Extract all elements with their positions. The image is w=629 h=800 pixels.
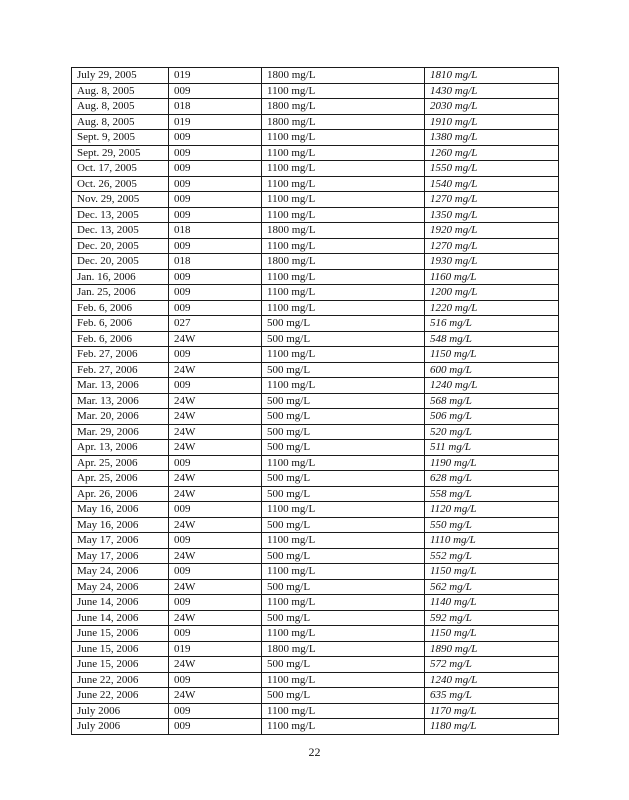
table-row [72, 393, 559, 409]
limit-cell: 1100 mg/L [262, 347, 425, 363]
result-cell: 628 mg/L [425, 471, 559, 487]
limit-cell: 1100 mg/L [262, 595, 425, 611]
result-cell: 548 mg/L [425, 331, 559, 347]
limit-cell: 500 mg/L [262, 486, 425, 502]
outfall-cell: 009 [169, 378, 262, 394]
table-row [72, 719, 559, 735]
result-cell: 1180 mg/L [425, 719, 559, 735]
limit-cell: 1100 mg/L [262, 719, 425, 735]
limit-cell: 1100 mg/L [262, 238, 425, 254]
outfall-cell: 24W [169, 548, 262, 564]
result-cell: 1120 mg/L [425, 502, 559, 518]
limit-cell: 1100 mg/L [262, 145, 425, 161]
result-cell: 568 mg/L [425, 393, 559, 409]
result-cell: 1260 mg/L [425, 145, 559, 161]
result-cell: 1140 mg/L [425, 595, 559, 611]
outfall-cell: 24W [169, 331, 262, 347]
limit-cell: 1800 mg/L [262, 223, 425, 239]
result-cell: 511 mg/L [425, 440, 559, 456]
table-row [72, 486, 559, 502]
outfall-cell: 009 [169, 207, 262, 223]
result-cell: 1150 mg/L [425, 626, 559, 642]
result-cell: 572 mg/L [425, 657, 559, 673]
date-cell: Feb. 6, 2006 [72, 300, 169, 316]
limit-cell: 500 mg/L [262, 471, 425, 487]
table-row [72, 192, 559, 208]
limit-cell: 1100 mg/L [262, 269, 425, 285]
result-cell: 520 mg/L [425, 424, 559, 440]
exceedance-table [71, 67, 559, 735]
result-cell: 1170 mg/L [425, 703, 559, 719]
limit-cell: 1100 mg/L [262, 83, 425, 99]
outfall-cell: 009 [169, 145, 262, 161]
date-cell: Apr. 25, 2006 [72, 471, 169, 487]
outfall-cell: 24W [169, 657, 262, 673]
date-cell: Jan. 25, 2006 [72, 285, 169, 301]
outfall-cell: 019 [169, 68, 262, 84]
outfall-cell: 018 [169, 254, 262, 270]
limit-cell: 1100 mg/L [262, 378, 425, 394]
result-cell: 1350 mg/L [425, 207, 559, 223]
table-row [72, 331, 559, 347]
table-row [72, 626, 559, 642]
result-cell: 1270 mg/L [425, 238, 559, 254]
table-row [72, 548, 559, 564]
limit-cell: 500 mg/L [262, 362, 425, 378]
outfall-cell: 24W [169, 486, 262, 502]
outfall-cell: 009 [169, 176, 262, 192]
date-cell: May 16, 2006 [72, 517, 169, 533]
table-row [72, 455, 559, 471]
table-row [72, 471, 559, 487]
table-row [72, 223, 559, 239]
outfall-cell: 009 [169, 192, 262, 208]
date-cell: June 15, 2006 [72, 641, 169, 657]
limit-cell: 500 mg/L [262, 409, 425, 425]
table-row [72, 300, 559, 316]
table-row [72, 285, 559, 301]
date-cell: Mar. 20, 2006 [72, 409, 169, 425]
date-cell: Sept. 29, 2005 [72, 145, 169, 161]
outfall-cell: 24W [169, 579, 262, 595]
table-row [72, 409, 559, 425]
date-cell: Jan. 16, 2006 [72, 269, 169, 285]
result-cell: 552 mg/L [425, 548, 559, 564]
limit-cell: 1100 mg/L [262, 703, 425, 719]
date-cell: June 14, 2006 [72, 610, 169, 626]
table-row [72, 672, 559, 688]
date-cell: May 17, 2006 [72, 533, 169, 549]
outfall-cell: 24W [169, 440, 262, 456]
outfall-cell: 24W [169, 424, 262, 440]
date-cell: Mar. 13, 2006 [72, 393, 169, 409]
table-row [72, 347, 559, 363]
outfall-cell: 009 [169, 502, 262, 518]
page-number: 22 [308, 745, 321, 759]
date-cell: July 2006 [72, 703, 169, 719]
result-cell: 1540 mg/L [425, 176, 559, 192]
table-row [72, 502, 559, 518]
date-cell: Feb. 27, 2006 [72, 362, 169, 378]
limit-cell: 1100 mg/L [262, 192, 425, 208]
outfall-cell: 009 [169, 719, 262, 735]
limit-cell: 1100 mg/L [262, 176, 425, 192]
date-cell: Nov. 29, 2005 [72, 192, 169, 208]
date-cell: Dec. 20, 2005 [72, 254, 169, 270]
limit-cell: 1800 mg/L [262, 99, 425, 115]
date-cell: June 15, 2006 [72, 626, 169, 642]
result-cell: 1190 mg/L [425, 455, 559, 471]
result-cell: 1930 mg/L [425, 254, 559, 270]
date-cell: June 14, 2006 [72, 595, 169, 611]
date-cell: Apr. 26, 2006 [72, 486, 169, 502]
outfall-cell: 24W [169, 471, 262, 487]
table-row [72, 83, 559, 99]
limit-cell: 1100 mg/L [262, 300, 425, 316]
table-row [72, 595, 559, 611]
limit-cell: 1800 mg/L [262, 68, 425, 84]
result-cell: 1240 mg/L [425, 378, 559, 394]
table-row [72, 517, 559, 533]
table-row [72, 362, 559, 378]
limit-cell: 1100 mg/L [262, 564, 425, 580]
limit-cell: 1100 mg/L [262, 502, 425, 518]
date-cell: July 29, 2005 [72, 68, 169, 84]
limit-cell: 500 mg/L [262, 579, 425, 595]
date-cell: Aug. 8, 2005 [72, 114, 169, 130]
outfall-cell: 018 [169, 99, 262, 115]
outfall-cell: 24W [169, 610, 262, 626]
date-cell: June 15, 2006 [72, 657, 169, 673]
outfall-cell: 019 [169, 641, 262, 657]
date-cell: Dec. 13, 2005 [72, 223, 169, 239]
table-row [72, 641, 559, 657]
result-cell: 1240 mg/L [425, 672, 559, 688]
result-cell: 1150 mg/L [425, 347, 559, 363]
limit-cell: 500 mg/L [262, 440, 425, 456]
limit-cell: 1800 mg/L [262, 114, 425, 130]
limit-cell: 1100 mg/L [262, 285, 425, 301]
limit-cell: 500 mg/L [262, 424, 425, 440]
date-cell: Dec. 20, 2005 [72, 238, 169, 254]
result-cell: 1160 mg/L [425, 269, 559, 285]
table-row [72, 238, 559, 254]
limit-cell: 1100 mg/L [262, 161, 425, 177]
table-row [72, 207, 559, 223]
table-row [72, 68, 559, 84]
limit-cell: 1100 mg/L [262, 130, 425, 146]
limit-cell: 1100 mg/L [262, 672, 425, 688]
outfall-cell: 009 [169, 703, 262, 719]
outfall-cell: 019 [169, 114, 262, 130]
outfall-cell: 009 [169, 269, 262, 285]
outfall-cell: 009 [169, 130, 262, 146]
outfall-cell: 009 [169, 347, 262, 363]
result-cell: 1550 mg/L [425, 161, 559, 177]
outfall-cell: 24W [169, 688, 262, 704]
table-row [72, 99, 559, 115]
table-row [72, 688, 559, 704]
result-cell: 600 mg/L [425, 362, 559, 378]
table-row [72, 254, 559, 270]
date-cell: June 22, 2006 [72, 672, 169, 688]
table-row [72, 145, 559, 161]
date-cell: Feb. 6, 2006 [72, 331, 169, 347]
date-cell: May 17, 2006 [72, 548, 169, 564]
table-row [72, 316, 559, 332]
result-cell: 1920 mg/L [425, 223, 559, 239]
limit-cell: 1800 mg/L [262, 641, 425, 657]
date-cell: Aug. 8, 2005 [72, 83, 169, 99]
date-cell: Feb. 6, 2006 [72, 316, 169, 332]
limit-cell: 500 mg/L [262, 657, 425, 673]
table-row [72, 176, 559, 192]
result-cell: 1110 mg/L [425, 533, 559, 549]
date-cell: Apr. 13, 2006 [72, 440, 169, 456]
date-cell: Oct. 26, 2005 [72, 176, 169, 192]
outfall-cell: 24W [169, 409, 262, 425]
result-cell: 1910 mg/L [425, 114, 559, 130]
result-cell: 562 mg/L [425, 579, 559, 595]
result-cell: 592 mg/L [425, 610, 559, 626]
limit-cell: 500 mg/L [262, 688, 425, 704]
result-cell: 1430 mg/L [425, 83, 559, 99]
date-cell: June 22, 2006 [72, 688, 169, 704]
outfall-cell: 009 [169, 595, 262, 611]
table-row [72, 269, 559, 285]
outfall-cell: 009 [169, 83, 262, 99]
date-cell: Dec. 13, 2005 [72, 207, 169, 223]
table-row [72, 657, 559, 673]
table-row [72, 378, 559, 394]
result-cell: 1200 mg/L [425, 285, 559, 301]
limit-cell: 500 mg/L [262, 548, 425, 564]
outfall-cell: 009 [169, 672, 262, 688]
table-row [72, 610, 559, 626]
table-row [72, 114, 559, 130]
limit-cell: 500 mg/L [262, 393, 425, 409]
limit-cell: 1100 mg/L [262, 533, 425, 549]
table-row [72, 579, 559, 595]
table-body [72, 68, 559, 735]
result-cell: 1890 mg/L [425, 641, 559, 657]
limit-cell: 1100 mg/L [262, 455, 425, 471]
result-cell: 506 mg/L [425, 409, 559, 425]
result-cell: 1270 mg/L [425, 192, 559, 208]
outfall-cell: 009 [169, 455, 262, 471]
result-cell: 1220 mg/L [425, 300, 559, 316]
result-cell: 635 mg/L [425, 688, 559, 704]
outfall-cell: 009 [169, 626, 262, 642]
outfall-cell: 24W [169, 517, 262, 533]
result-cell: 550 mg/L [425, 517, 559, 533]
result-cell: 516 mg/L [425, 316, 559, 332]
date-cell: July 2006 [72, 719, 169, 735]
table-row [72, 703, 559, 719]
date-cell: Feb. 27, 2006 [72, 347, 169, 363]
outfall-cell: 027 [169, 316, 262, 332]
result-cell: 1150 mg/L [425, 564, 559, 580]
outfall-cell: 24W [169, 362, 262, 378]
result-cell: 2030 mg/L [425, 99, 559, 115]
date-cell: May 24, 2006 [72, 564, 169, 580]
limit-cell: 1100 mg/L [262, 626, 425, 642]
limit-cell: 500 mg/L [262, 610, 425, 626]
outfall-cell: 009 [169, 161, 262, 177]
outfall-cell: 018 [169, 223, 262, 239]
table-row [72, 533, 559, 549]
limit-cell: 1800 mg/L [262, 254, 425, 270]
outfall-cell: 009 [169, 564, 262, 580]
table-row [72, 564, 559, 580]
date-cell: Mar. 29, 2006 [72, 424, 169, 440]
outfall-cell: 009 [169, 300, 262, 316]
table-row [72, 161, 559, 177]
table-row [72, 130, 559, 146]
date-cell: Mar. 13, 2006 [72, 378, 169, 394]
table-row [72, 440, 559, 456]
result-cell: 558 mg/L [425, 486, 559, 502]
date-cell: May 24, 2006 [72, 579, 169, 595]
outfall-cell: 009 [169, 533, 262, 549]
limit-cell: 1100 mg/L [262, 207, 425, 223]
date-cell: Aug. 8, 2005 [72, 99, 169, 115]
date-cell: May 16, 2006 [72, 502, 169, 518]
date-cell: Apr. 25, 2006 [72, 455, 169, 471]
limit-cell: 500 mg/L [262, 316, 425, 332]
outfall-cell: 009 [169, 285, 262, 301]
outfall-cell: 009 [169, 238, 262, 254]
limit-cell: 500 mg/L [262, 331, 425, 347]
date-cell: Sept. 9, 2005 [72, 130, 169, 146]
result-cell: 1380 mg/L [425, 130, 559, 146]
outfall-cell: 24W [169, 393, 262, 409]
table-row [72, 424, 559, 440]
date-cell: Oct. 17, 2005 [72, 161, 169, 177]
limit-cell: 500 mg/L [262, 517, 425, 533]
result-cell: 1810 mg/L [425, 68, 559, 84]
